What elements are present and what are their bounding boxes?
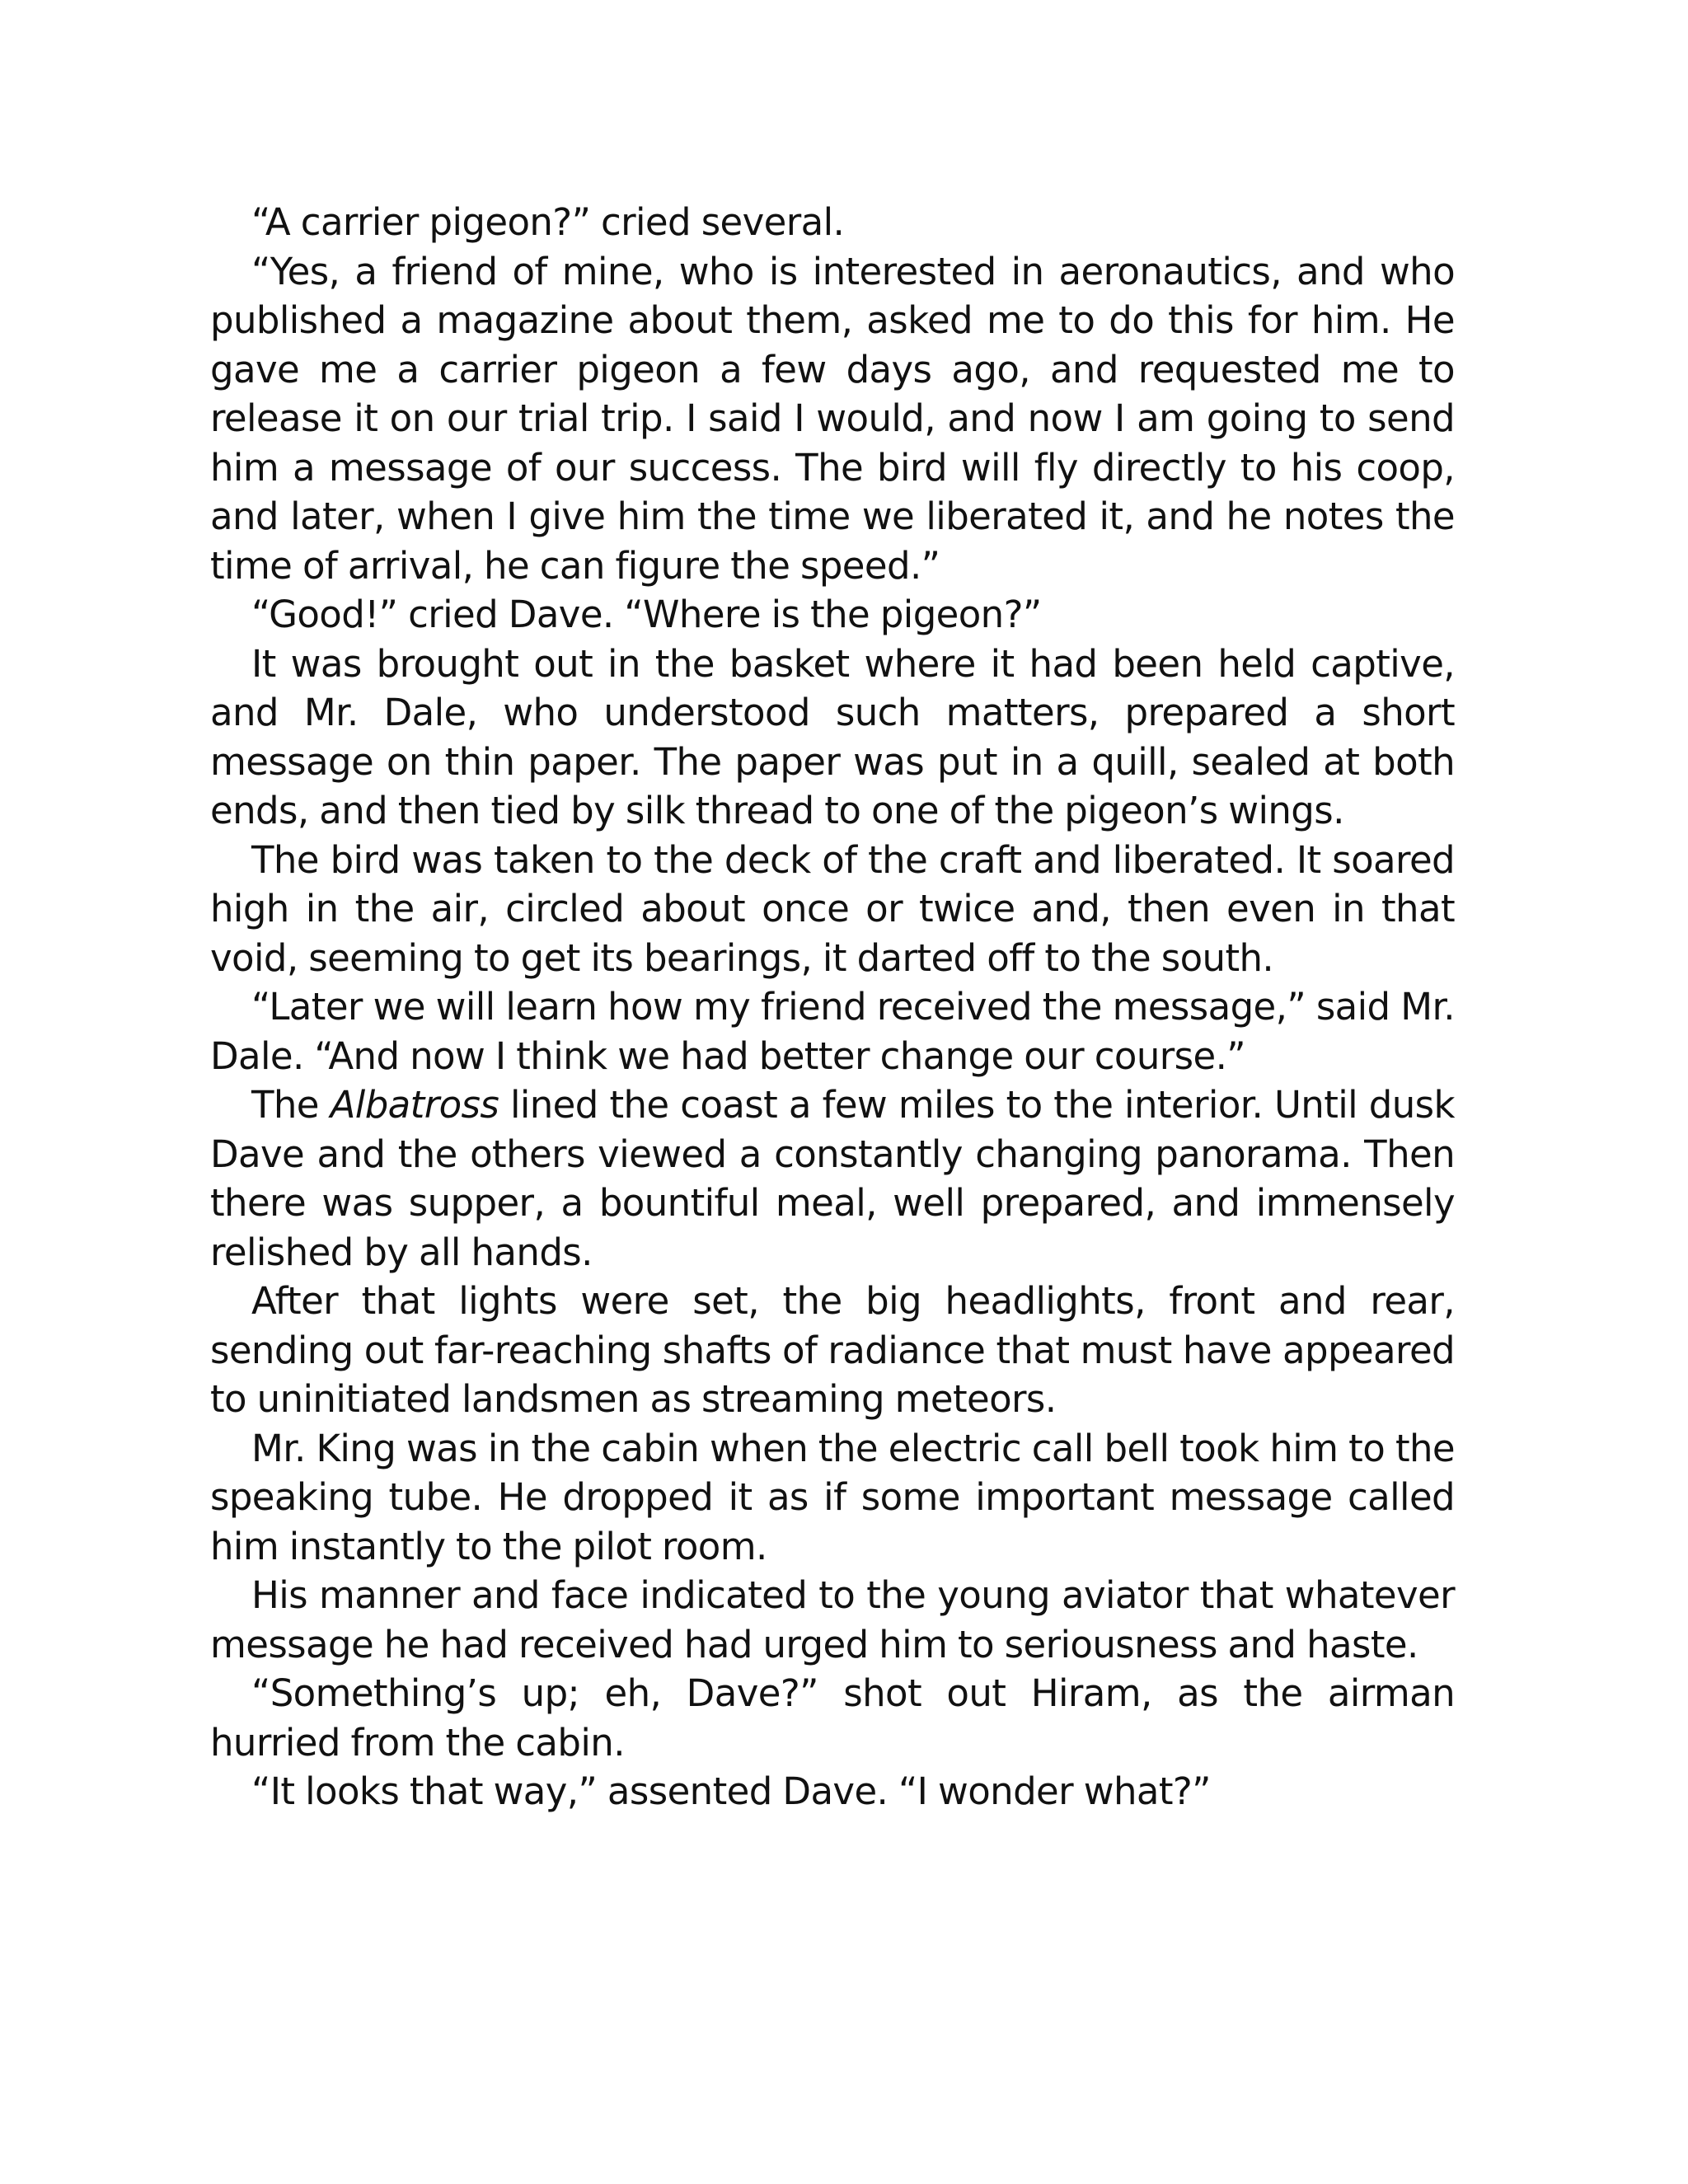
paragraph [210,1669,1455,1767]
text-span: “Good!” cried Dave. “Where is the pigeon?” [251,593,1042,636]
text-span: Mr. King was in the cabin when the electric call bell took him to the speaking tube. He dropped it as if some important message called him instantly to the pilot room. [210,1426,1455,1568]
paragraph [210,982,1455,1080]
paragraph [210,640,1455,836]
text-span: The [251,1083,331,1127]
paragraph [210,247,1455,591]
text-span: “Yes, a friend of mine, who is interested in aeronautics, and who published a magazine about them, asked me to do this for him. He gave me a carrier pigeon a few days ago, and requested me to release it on our trial trip. I said I would, and now I am going to send him a message of our success. The bird will fly directly to his coop, and later, when I give him the time we liberated it, and he notes the time of arrival, he can figure the speed.” [210,249,1455,588]
text-span: After that lights were set, the big headlights, front and rear, sending out far-reaching shafts of radiance that must have appeared to uninitiated landsmen as streaming meteors. [210,1279,1455,1421]
body-text [210,198,1455,1816]
text-span: The bird was taken to the deck of the craft and liberated. It soared high in the air, circled about once or twice and, then even in that void, seeming to get its bearings, it darted off to the south. [210,837,1455,980]
text-span: His manner and face indicated to the young aviator that whatever message he had received had urged him to seriousness and haste. [210,1573,1455,1666]
text-span: “A carrier pigeon?” cried several. [251,200,845,244]
text-span: “Something’s up; eh, Dave?” shot out Hiram, as the airman hurried from the cabin. [210,1671,1455,1765]
text-span: It was brought out in the basket where it had been held captive, and Mr. Dale, who understood such matters, prepared a short message on thin paper. The paper was put in a quill, sealed at both ends, and then tied by silk thread to one of the pigeon’s wings. [210,641,1455,832]
paragraph [210,1424,1455,1572]
paragraph [210,836,1455,983]
paragraph [210,1767,1455,1816]
paragraph [210,590,1455,640]
text-span: “Later we will learn how my friend received the message,” said Mr. Dale. “And now I think we had better change our course.” [210,985,1455,1078]
paragraph [210,1080,1455,1277]
paragraph [210,1571,1455,1669]
text-span: “It looks that way,” assented Dave. “I wonder what?” [251,1769,1211,1813]
text-span: lined the coast a few miles to the interior. Until dusk Dave and the others viewed a constantly changing panorama. Then there was supper, a bountiful meal, well prepared, and immensely relished by all hands. [210,1083,1455,1274]
ship-name: Albatross [330,1083,499,1127]
paragraph [210,198,1455,247]
paragraph [210,1277,1455,1424]
